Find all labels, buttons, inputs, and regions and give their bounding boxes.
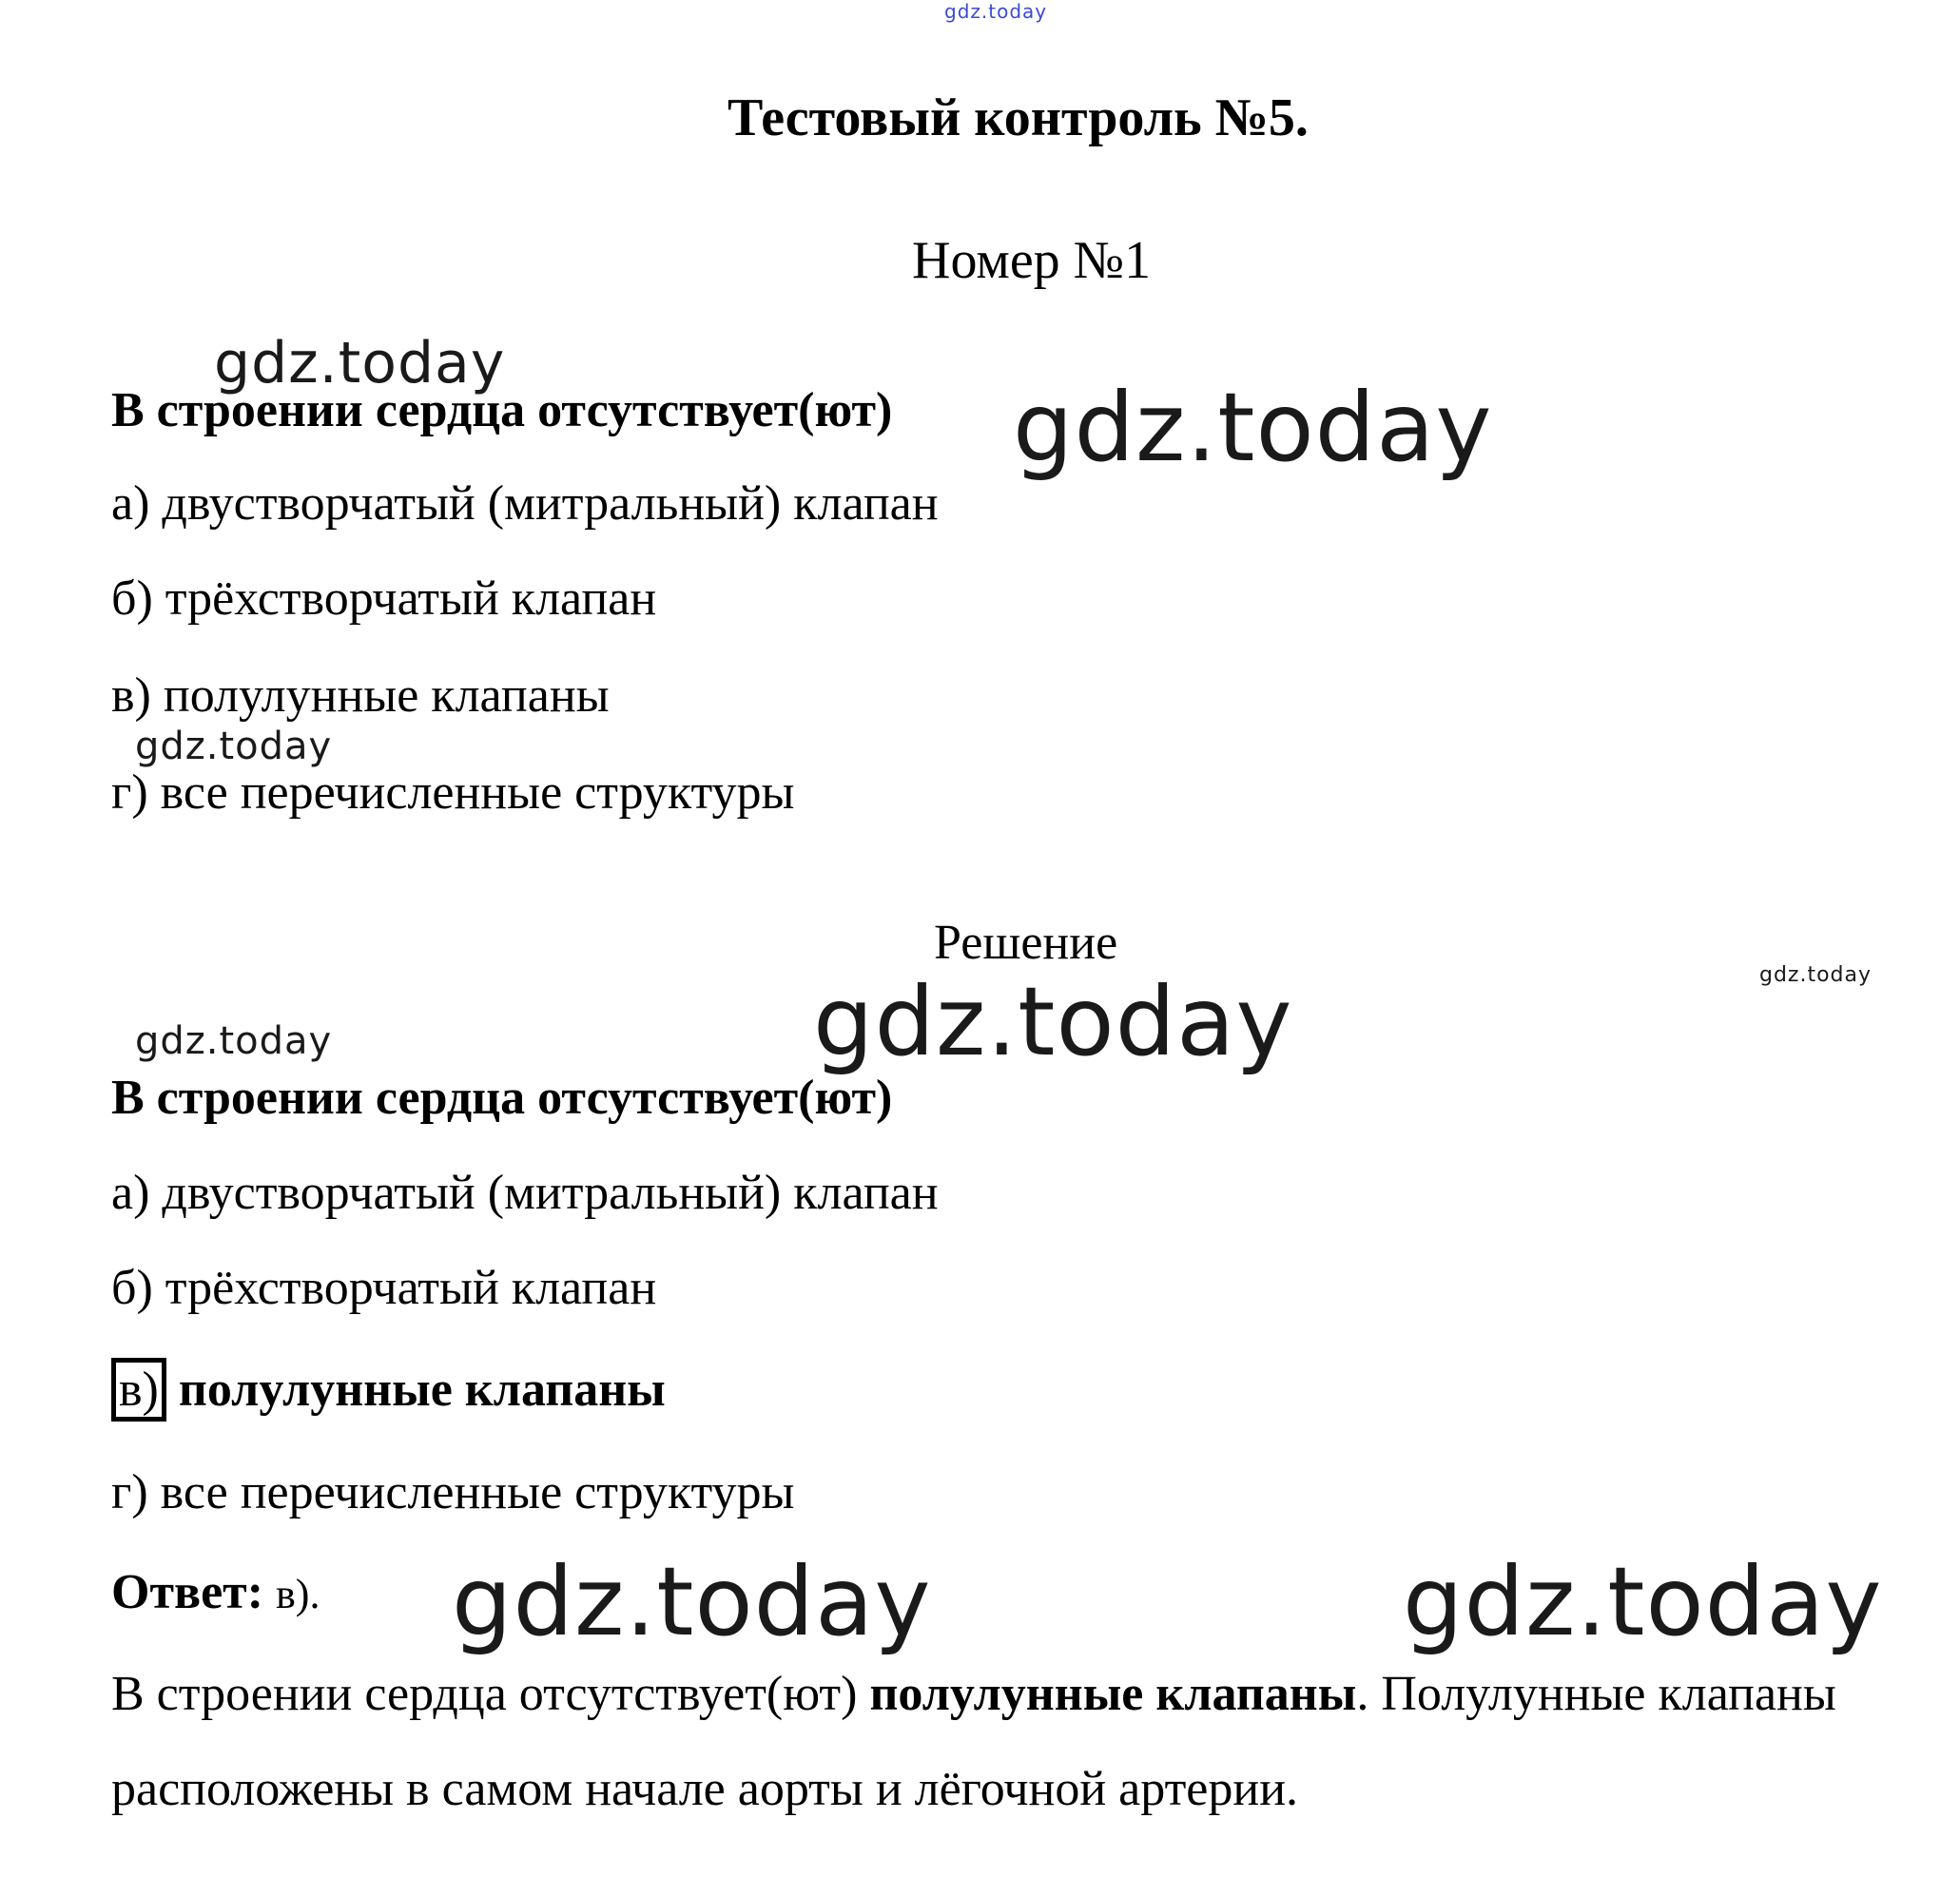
watermark: gdz.today [135, 1019, 333, 1063]
solution-heading: Решение [934, 916, 1118, 970]
option-d: г) все перечисленные структуры [111, 765, 795, 820]
explanation-paragraph [111, 1647, 1890, 1837]
option-b: б) трёхстворчатый клапан [111, 571, 657, 626]
watermark: gdz.today [135, 725, 333, 768]
solution-option-b: б) трёхстворчатый клапан [111, 1261, 657, 1315]
answer-value: в). [276, 1571, 320, 1617]
correct-option-text: полулунные клапаны [178, 1363, 666, 1417]
question-text: В строении сердца отсутствует(ют) [111, 383, 893, 437]
solution-question: В строении сердца отсутствует(ют) [111, 1071, 893, 1125]
solution-option-a: а) двустворчатый (митральный) клапан [111, 1166, 939, 1220]
task-number: Номер №1 [912, 231, 1152, 290]
watermark: gdz.today [452, 1546, 932, 1657]
watermark: gdz.today [1403, 1546, 1883, 1657]
answer-label: Ответ: [111, 1565, 264, 1619]
watermark: gdz.today [1013, 372, 1493, 483]
explanation-part2: . Полулунные клапаны расположены в самом начале аорты и лёгочной артерии. [111, 1667, 1836, 1816]
page-title: Тестовый контроль №5. [728, 88, 1309, 147]
watermark: gdz.today [813, 966, 1293, 1077]
option-a: а) двустворчатый (митральный) клапан [111, 476, 939, 531]
watermark: gdz.today [1759, 963, 1873, 987]
watermark: gdz.today [214, 330, 506, 397]
answer-line [111, 1564, 320, 1620]
option-c: в) полулунные клапаны [111, 668, 610, 723]
solution-option-d: г) все перечисленные структуры [111, 1465, 795, 1519]
solution-option-c-correct [111, 1358, 666, 1422]
explanation-part1: В строении сердца отсутствует(ют) [111, 1667, 870, 1721]
explanation-bold: полулунные клапаны [869, 1667, 1357, 1721]
correct-letter-box: в) [111, 1358, 166, 1422]
watermark-top: gdz.today [944, 0, 1048, 23]
